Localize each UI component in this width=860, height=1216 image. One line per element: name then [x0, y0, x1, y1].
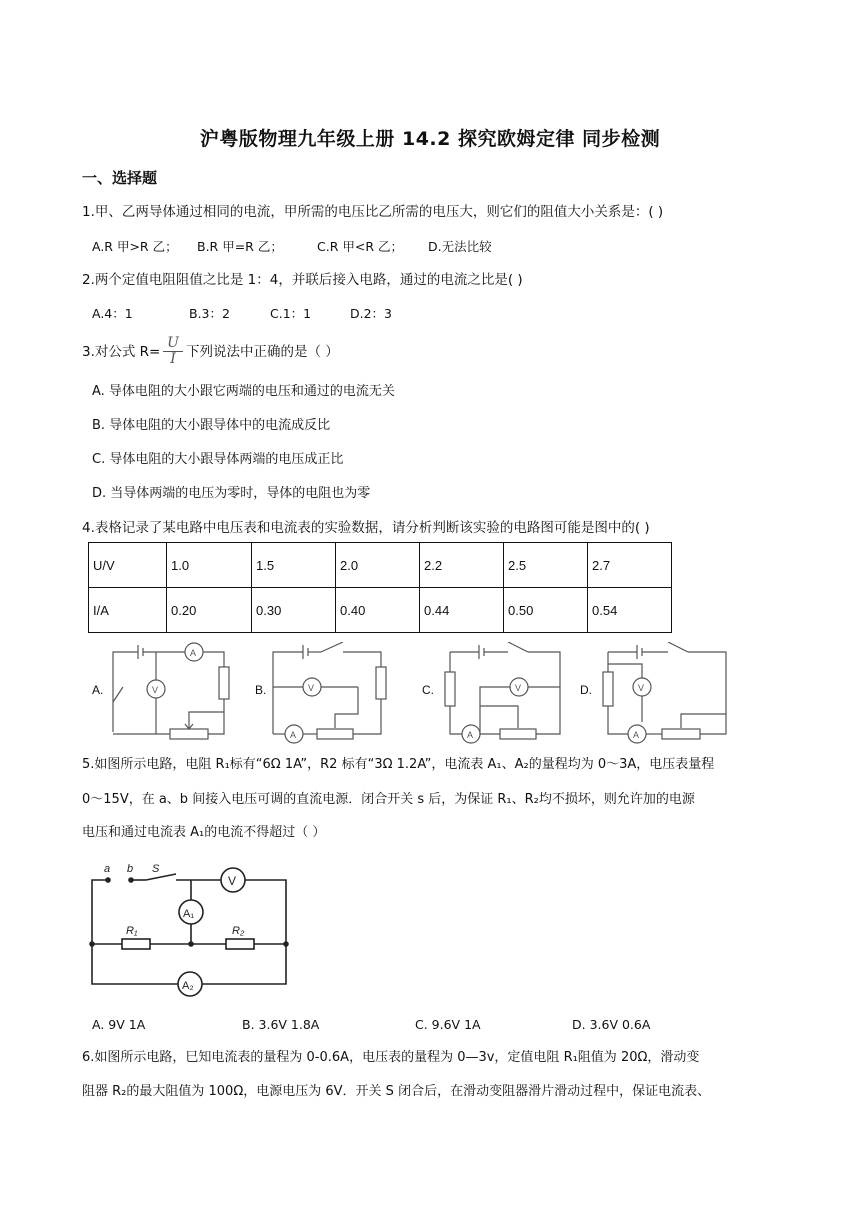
- svg-text:V: V: [308, 683, 315, 693]
- table-cell: 2.0: [336, 543, 420, 588]
- q3-option-c: C. 导体电阻的大小跟导体两端的电压成正比: [92, 452, 344, 467]
- table-row: [89, 588, 672, 633]
- q5-option-d: D. 3.6V 0.6A: [572, 1017, 651, 1032]
- q5-option-b: B. 3.6V 1.8A: [242, 1017, 320, 1032]
- formula-fraction: [163, 336, 183, 367]
- circuit-q5: [86, 860, 296, 1000]
- q3-option-d: D. 当导体两端的电压为零时，导体的电阻也为零: [92, 486, 371, 501]
- q2-option-d: D.2：3: [350, 306, 393, 321]
- voltmeter-label: V: [228, 874, 237, 888]
- svg-text:A: A: [290, 730, 297, 740]
- svg-text:V: V: [152, 685, 159, 695]
- q3-option-b: B. 导体电阻的大小跟导体中的电流成反比: [92, 418, 331, 433]
- circuit-b: [255, 642, 386, 743]
- data-table: [88, 542, 672, 633]
- question-3-suffix: 下列说法中正确的是（ ）: [186, 344, 339, 360]
- table-cell: 0.20: [167, 588, 252, 633]
- q1-option-a: A.R 甲>R 乙；: [92, 239, 178, 254]
- svg-text:A: A: [190, 648, 197, 658]
- table-cell: 0.40: [336, 588, 420, 633]
- q1-option-c: C.R 甲<R 乙；: [317, 239, 403, 254]
- circuit-d: [580, 642, 726, 743]
- r2-label: R₂: [232, 925, 245, 937]
- table-cell: 2.7: [588, 543, 672, 588]
- svg-text:A: A: [633, 730, 640, 740]
- question-4: 4.表格记录了某电路中电压表和电流表的实验数据，请分析判断该实验的电路图可能是图中的( ): [82, 520, 650, 536]
- q5-option-c: C. 9.6V 1A: [415, 1017, 481, 1032]
- page-title: 沪粤版物理九年级上册 14.2 探究欧姆定律 同步检测: [199, 128, 661, 150]
- question-5-line-2: 0～15V，在 a、b 间接入电压可调的直流电源．闭合开关 s 后，为保证 R₁、R₂均不损坏，则允许加的电源: [82, 792, 695, 807]
- terminal-a-label: a: [104, 863, 111, 875]
- table-cell: 0.44: [420, 588, 504, 633]
- circuit-diagrams: [88, 642, 728, 748]
- circuit-b-label: B.: [255, 683, 267, 697]
- formula-numerator: U: [163, 336, 183, 352]
- table-cell: 0.50: [504, 588, 588, 633]
- table-cell: 2.2: [420, 543, 504, 588]
- q5-option-a: A. 9V 1A: [92, 1017, 146, 1032]
- svg-text:A: A: [467, 730, 474, 740]
- terminal-b-label: b: [127, 863, 134, 875]
- table-cell: I/A: [89, 588, 167, 633]
- circuit-c: [422, 642, 560, 743]
- question-6-line-2: 阻器 R₂的最大阻值为 100Ω，电源电压为 6V．开关 S 闭合后，在滑动变阻器滑片滑动过程中，保证电流表、: [82, 1084, 711, 1099]
- section-heading: 一、选择题: [82, 169, 158, 187]
- formula-denominator: I: [170, 351, 176, 367]
- ammeter-a1-label: A₁: [183, 908, 195, 920]
- q1-option-b: B.R 甲=R 乙；: [197, 239, 283, 254]
- question-2: 2.两个定值电阻阻值之比是 1：4，并联后接入电路，通过的电流之比是( ): [82, 272, 523, 288]
- table-cell: 1.5: [252, 543, 336, 588]
- question-1: 1.甲、乙两导体通过相同的电流，甲所需的电压比乙所需的电压大，则它们的阻值大小关系是：( ): [82, 204, 664, 220]
- table-cell: 2.5: [504, 543, 588, 588]
- table-row: [89, 543, 672, 588]
- circuit-a-label: A.: [92, 683, 104, 697]
- question-5-line-3: 电压和通过电流表 A₁的电流不得超过（ ）: [82, 825, 326, 840]
- circuit-c-label: C.: [422, 683, 434, 697]
- q2-option-a: A.4：1: [92, 306, 133, 321]
- svg-text:V: V: [638, 683, 645, 693]
- table-cell: U/V: [89, 543, 167, 588]
- table-cell: 0.30: [252, 588, 336, 633]
- q2-option-b: B.3：2: [189, 306, 230, 321]
- r1-label: R₁: [126, 925, 138, 937]
- table-cell: 1.0: [167, 543, 252, 588]
- switch-label: S: [152, 863, 160, 875]
- q1-option-d: D.无法比较: [428, 239, 492, 254]
- question-5-line-1: 5.如图所示电路，电阻 R₁标有“6Ω 1A”，R2 标有“3Ω 1.2A”，电流表 A₁、A₂的量程均为 0～3A，电压表量程: [82, 757, 715, 772]
- svg-text:V: V: [515, 683, 522, 693]
- circuit-a: [92, 643, 229, 739]
- question-3-prefix: 3.对公式 R=: [82, 344, 161, 360]
- q2-option-c: C.1：1: [270, 306, 312, 321]
- ammeter-a2-label: A₂: [182, 980, 194, 992]
- circuit-d-label: D.: [580, 683, 592, 697]
- table-cell: 0.54: [588, 588, 672, 633]
- q3-option-a: A. 导体电阻的大小跟它两端的电压和通过的电流无关: [92, 384, 395, 399]
- question-6-line-1: 6.如图所示电路，巳知电流表的量程为 0-0.6A，电压表的量程为 0—3v，定值电阻 R₁阻值为 20Ω，滑动变: [82, 1050, 700, 1065]
